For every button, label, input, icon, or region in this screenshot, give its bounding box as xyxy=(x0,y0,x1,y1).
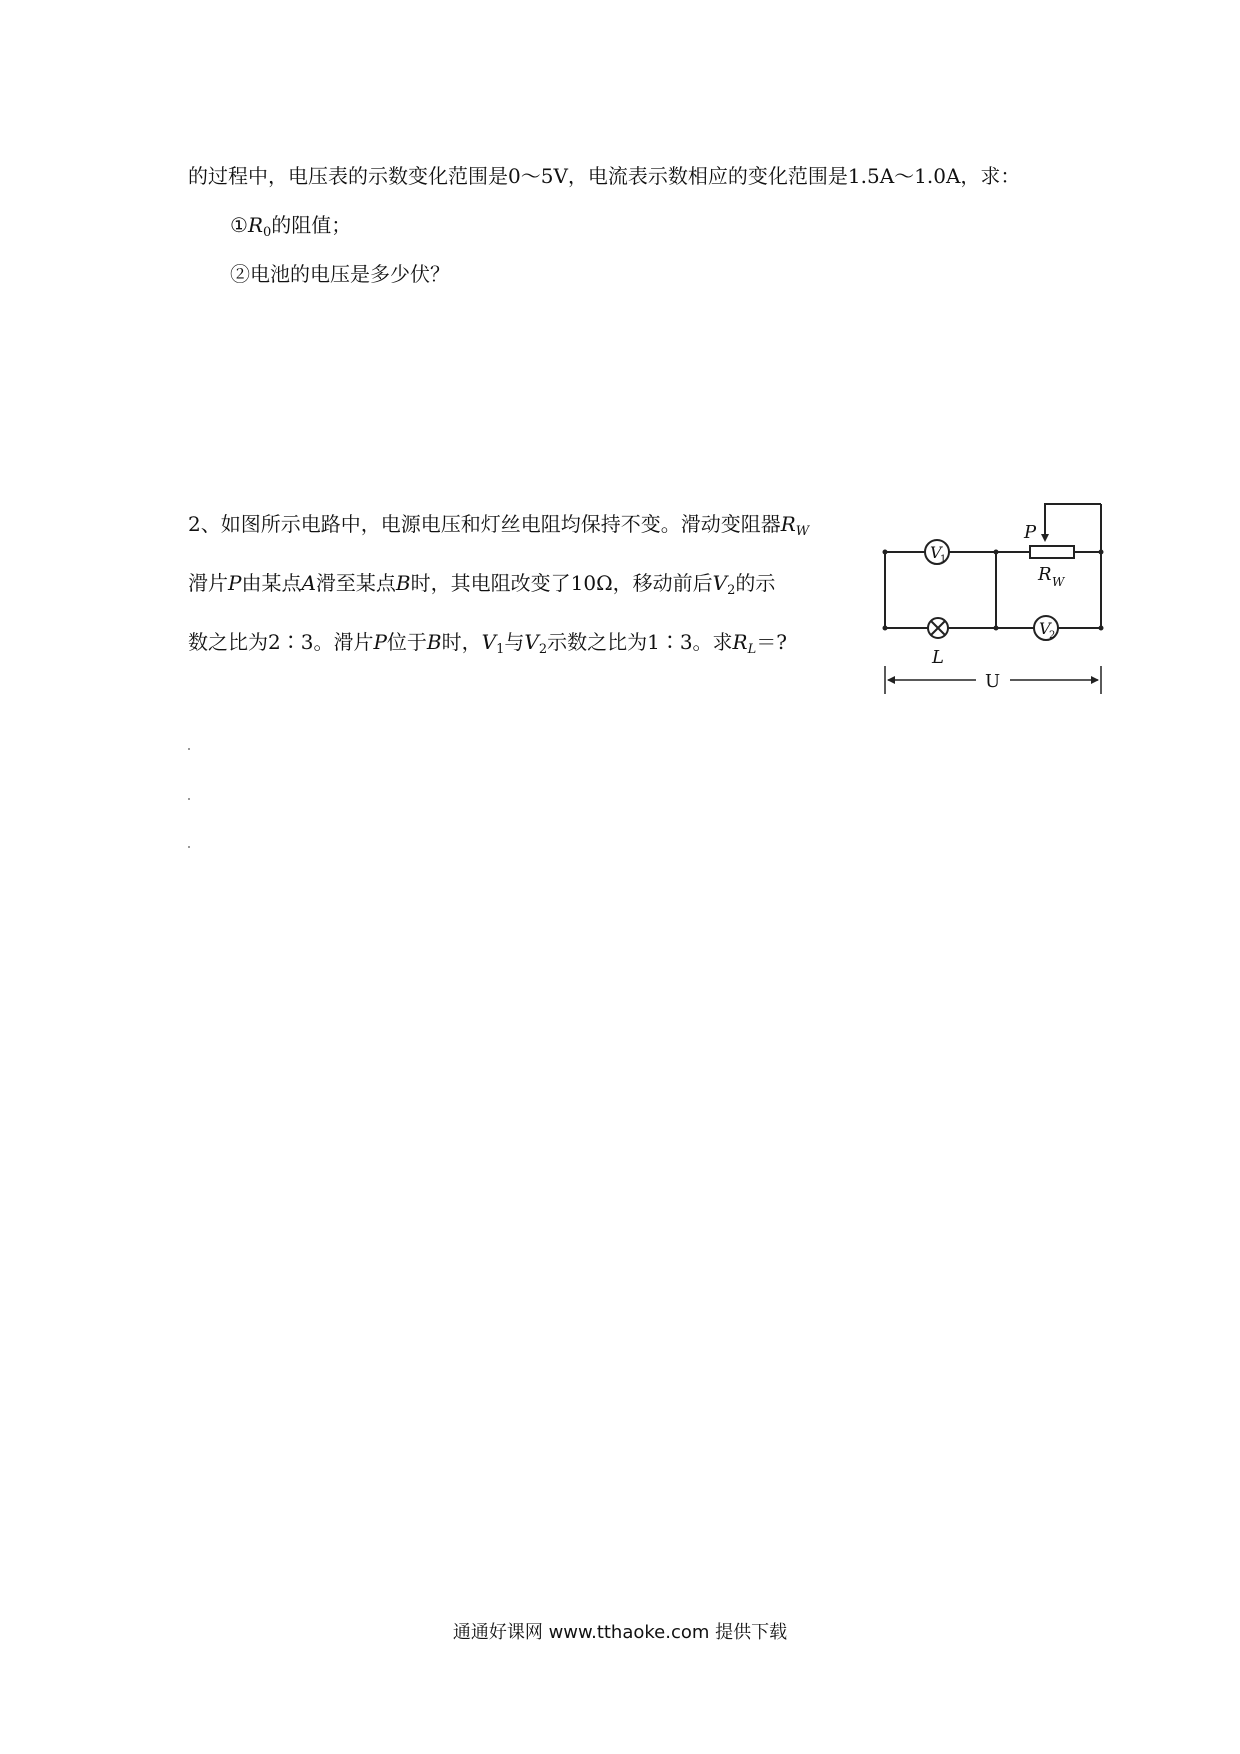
rheostat-resistor xyxy=(1030,546,1074,558)
p2-l3-d: 与 xyxy=(504,630,525,654)
slider-arrowhead xyxy=(1041,534,1049,542)
rw-letter: R xyxy=(1038,564,1052,585)
problem2-line1 xyxy=(188,512,809,544)
stray-mark xyxy=(188,748,190,750)
p2-l3-f: ＝? xyxy=(756,630,787,654)
v1-letter: V xyxy=(930,543,942,562)
p2-l3-b: 位于 xyxy=(386,630,427,654)
p2-l2-b: 由某点 xyxy=(241,571,302,595)
p2-l2-c: 滑至某点 xyxy=(315,571,396,595)
junction xyxy=(994,550,999,555)
stray-mark xyxy=(188,846,190,848)
page-footer: 通通好课网 www.tthaoke.com 提供下载 xyxy=(452,1622,788,1643)
junction xyxy=(1099,550,1104,555)
junction xyxy=(1099,626,1104,631)
p2-l3-c: 时， xyxy=(441,630,482,654)
p2-l1-text: 2、如图所示电路中，电源电压和灯丝电阻均保持不变。滑动变阻器 xyxy=(188,512,781,536)
p2-l3-P: P xyxy=(373,630,387,654)
slider-wire xyxy=(1045,504,1101,530)
p2-l2-e: 的示 xyxy=(735,571,776,595)
p2-l2-a: 滑片 xyxy=(188,571,228,595)
v1-sub: 1 xyxy=(940,554,947,565)
p2-rw-var: R xyxy=(780,512,796,536)
q1-variable: R xyxy=(247,213,263,237)
p2-l3-a: 数之比为2∶3。滑片 xyxy=(188,630,374,654)
p2-l3-B: B xyxy=(426,630,442,654)
arrowhead-left xyxy=(887,676,895,684)
problem1-line1: 的过程中，电压表的示数变化范围是0～5V，电流表示数相应的变化范围是1.5A～1.0A，求： xyxy=(188,164,1021,188)
p-label: P xyxy=(1024,522,1037,543)
p2-l3-V1sub: 1 xyxy=(496,642,505,657)
junction xyxy=(883,626,888,631)
l-label: L xyxy=(932,647,944,668)
p2-l3-V2sub: 2 xyxy=(538,642,548,657)
p2-l2-d: 时，其电阻改变了10Ω，移动前后 xyxy=(410,571,713,595)
v2-letter: V xyxy=(1039,619,1051,638)
p2-l3-R: R xyxy=(732,630,748,654)
p2-l2-V: V xyxy=(712,571,728,595)
p2-l2-A: A xyxy=(301,571,316,595)
junction xyxy=(994,626,999,631)
q1-number: ① xyxy=(230,213,248,237)
p2-l2-p: P xyxy=(228,571,242,595)
arrowhead-right xyxy=(1091,676,1099,684)
p2-l2-B: B xyxy=(395,571,411,595)
stray-mark xyxy=(188,798,190,800)
problem1-question2: ②电池的电压是多少伏？ xyxy=(230,262,450,286)
junction xyxy=(883,550,888,555)
circuit-diagram xyxy=(880,496,1120,706)
p2-l2-Vsub: 2 xyxy=(727,583,736,598)
problem2-line3 xyxy=(188,630,787,662)
p2-l3-V1: V xyxy=(481,630,497,654)
p2-l3-V2: V xyxy=(524,630,539,654)
q1-text: 的阻值； xyxy=(271,213,352,237)
rw-sub: W xyxy=(1052,575,1065,589)
v2-sub: 2 xyxy=(1049,630,1056,641)
problem2-line2 xyxy=(188,571,775,603)
p2-rw-sub: W xyxy=(795,524,810,539)
p2-l3-e: 示数之比为1∶3。求 xyxy=(547,630,733,654)
problem1-question1 xyxy=(230,213,351,245)
q1-variable-sub: 0 xyxy=(263,225,272,240)
p2-l3-Rsub: L xyxy=(747,642,757,657)
u-label: U xyxy=(985,671,1001,692)
